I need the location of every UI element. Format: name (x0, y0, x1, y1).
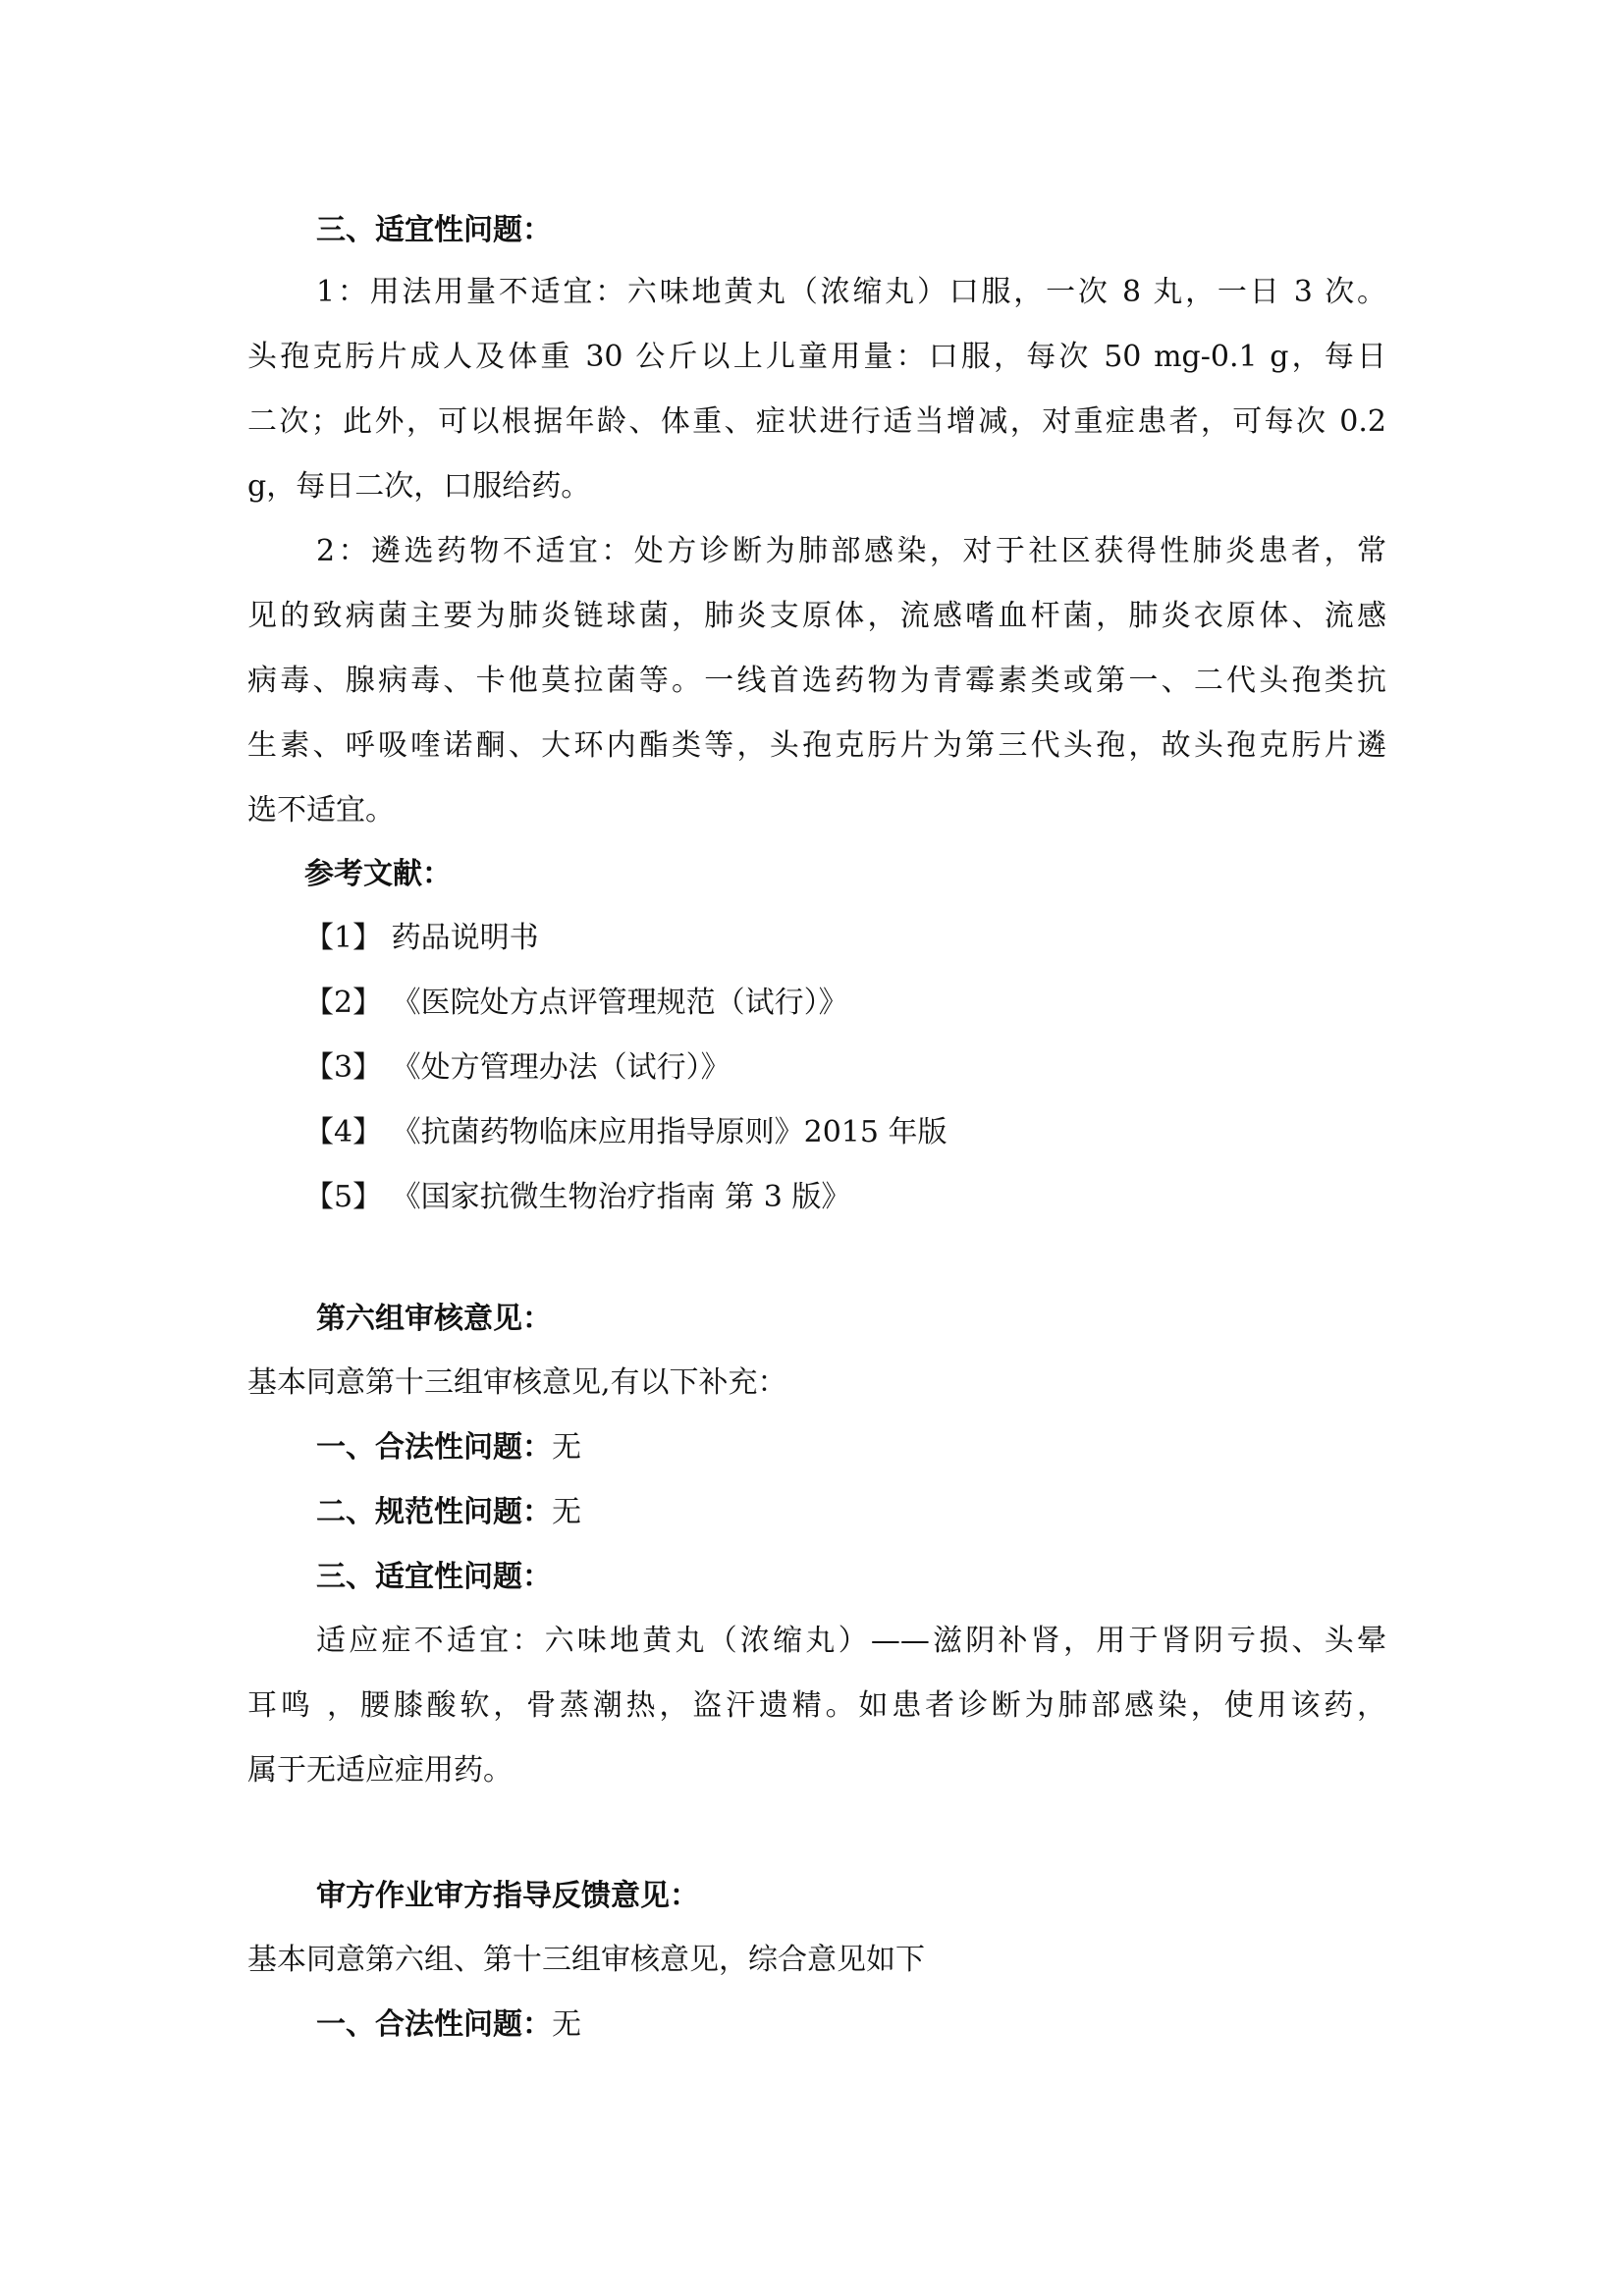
feedback-legality (316, 2005, 581, 2045)
reference-item: 【1】 药品说明书 (304, 921, 539, 955)
paragraph-line: 选不适宜。 (247, 793, 395, 828)
group6-title: 第六组审核意见： (316, 1302, 552, 1336)
group6-intro: 基本同意第十三组审核意见,有以下补充： (247, 1365, 787, 1400)
standard-label: 二、规范性问题： (316, 1495, 552, 1529)
legality-label: 一、合法性问题： (316, 1430, 552, 1465)
paragraph-line: 属于无适应症用药。 (247, 1753, 513, 1788)
legality-value: 无 (552, 2007, 581, 2042)
feedback-title: 审方作业审方指导反馈意见： (316, 1879, 699, 1913)
reference-item: 【3】 《处方管理办法（试行）》 (304, 1050, 731, 1085)
standard-value: 无 (552, 1495, 581, 1529)
reference-item: 【4】 《抗菌药物临床应用指导原则》2015 年版 (304, 1115, 947, 1149)
references-title: 参考文献： (304, 857, 452, 891)
paragraph-line: 耳鸣 ，腰膝酸软，骨蒸潮热，盗汗遗精。如患者诊断为肺部感染，使用该药， (247, 1688, 1386, 1723)
paragraph-line: g，每日二次，口服给药。 (247, 469, 591, 504)
reference-item: 【5】 《国家抗微生物治疗指南 第 3 版》 (304, 1180, 851, 1214)
paragraph-line: 生素、呼吸喹诺酮、大环内酯类等，头孢克肟片为第三代头孢，故头孢克肟片遴 (247, 728, 1386, 763)
legality-value: 无 (552, 1430, 581, 1465)
feedback-intro: 基本同意第六组、第十三组审核意见，综合意见如下 (247, 1943, 925, 1977)
paragraph-line: 病毒、腺病毒、卡他莫拉菌等。一线首选药物为青霉素类或第一、二代头孢类抗 (247, 664, 1386, 698)
legality-label: 一、合法性问题： (316, 2007, 552, 2042)
paragraph-line: 二次；此外，可以根据年龄、体重、症状进行适当增减，对重症患者，可每次 0.2 (247, 404, 1386, 439)
group6-legality (316, 1428, 581, 1468)
section-heading-suitability: 三、适宜性问题： (316, 213, 552, 247)
group6-suitability-label: 三、适宜性问题： (316, 1560, 552, 1594)
paragraph-line: 2：遴选药物不适宜：处方诊断为肺部感染，对于社区获得性肺炎患者，常 (316, 534, 1386, 568)
reference-item: 【2】 《医院处方点评管理规范（试行）》 (304, 986, 848, 1020)
paragraph-line: 见的致病菌主要为肺炎链球菌，肺炎支原体，流感嗜血杆菌，肺炎衣原体、流感 (247, 599, 1386, 633)
paragraph-line: 1：用法用量不适宜：六味地黄丸（浓缩丸）口服，一次 8 丸，一日 3 次。 (316, 275, 1386, 309)
group6-standard (316, 1493, 581, 1532)
paragraph-line: 头孢克肟片成人及体重 30 公斤以上儿童用量：口服，每次 50 mg-0.1 g，每日 (247, 340, 1386, 374)
paragraph-line: 适应症不适宜：六味地黄丸（浓缩丸）——滋阴补肾，用于肾阴亏损、头晕 (316, 1624, 1386, 1658)
